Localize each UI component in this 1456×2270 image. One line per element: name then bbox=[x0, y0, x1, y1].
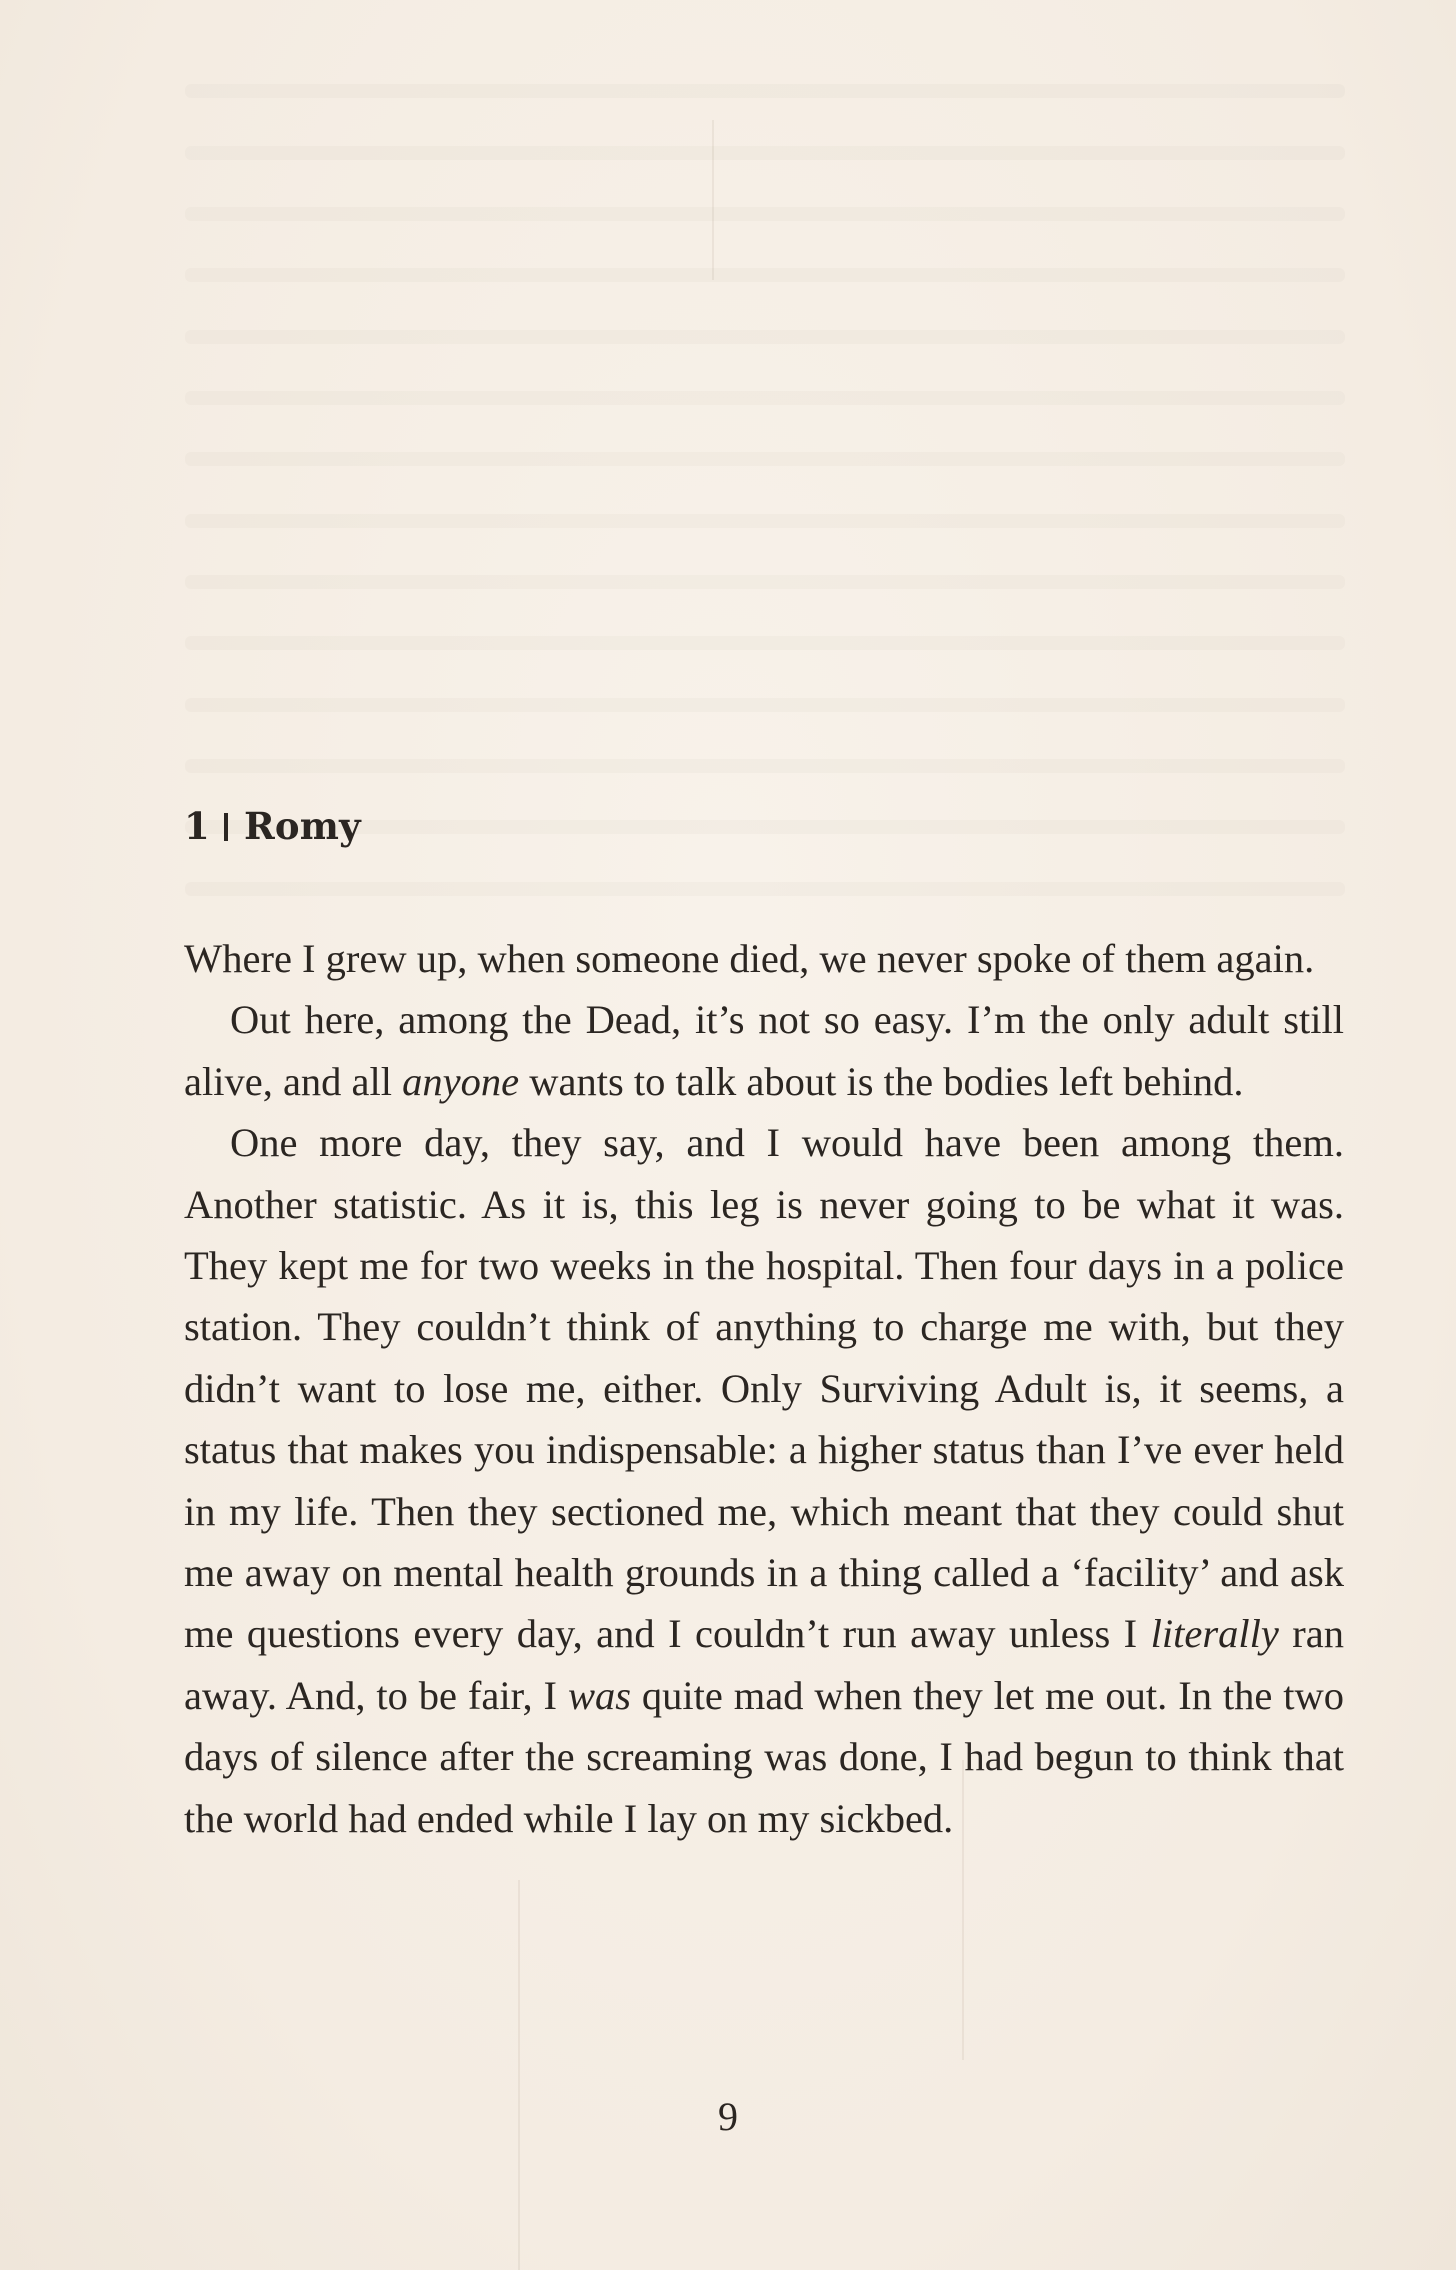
text-run: ran away. And, to be fair, I bbox=[184, 1611, 1344, 1718]
paragraph bbox=[184, 928, 1344, 989]
text-run: Out here, among the Dead, it’s not so easy. I’m the only adult still alive, and all bbox=[184, 997, 1344, 1104]
italic-text: was bbox=[567, 1672, 631, 1718]
show-through-line bbox=[185, 452, 1345, 466]
paragraph bbox=[184, 1112, 1344, 1849]
show-through-line bbox=[185, 268, 1345, 282]
italic-text: literally bbox=[1150, 1611, 1279, 1657]
paper-crease bbox=[712, 120, 714, 280]
show-through-line bbox=[185, 759, 1345, 773]
show-through-line bbox=[185, 514, 1345, 528]
show-through-line bbox=[185, 575, 1345, 589]
chapter-heading bbox=[184, 804, 361, 848]
show-through-line bbox=[185, 84, 1345, 98]
chapter-title: Romy bbox=[243, 804, 361, 848]
show-through-line bbox=[185, 698, 1345, 712]
text-run: Where I grew up, when someone died, we never spoke of them again. bbox=[184, 936, 1315, 981]
paragraph bbox=[184, 989, 1344, 1112]
paper-crease bbox=[518, 1880, 520, 2270]
show-through-line bbox=[185, 330, 1345, 344]
chapter-body bbox=[184, 928, 1344, 1849]
text-run: quite mad when they let me out. In the two days of silence after the screaming was done, I had begun to think that the world had ended while I lay on my sickbed. bbox=[184, 1672, 1344, 1841]
text-run: One more day, they say, and I would have been among them. Another statistic. As it is, this leg is never going to be what it was. They kept me for two weeks in the hospital. Then four days in a police station. They couldn’t think of anything to charge me with, but they didn’t want to lose me, either. Only Surviving Adult is, it seems, a status that makes you indispensable: a higher status than I’ve ever held in my life. Then they sectioned me, which meant that they could shut me away on mental health grounds in a thing called a ‘facility’ and ask me questions every day, and I couldn’t run away unless I bbox=[184, 1120, 1344, 1657]
show-through-line bbox=[185, 636, 1345, 650]
show-through-line bbox=[185, 207, 1345, 221]
heading-separator bbox=[224, 813, 228, 841]
text-run: wants to talk about is the bodies left behind. bbox=[519, 1058, 1244, 1104]
italic-text: anyone bbox=[402, 1058, 520, 1104]
page-number: 9 bbox=[718, 2094, 738, 2139]
show-through-line bbox=[185, 146, 1345, 160]
show-through-line bbox=[185, 391, 1345, 405]
chapter-number: 1 bbox=[184, 804, 210, 848]
show-through-line bbox=[185, 882, 1345, 896]
